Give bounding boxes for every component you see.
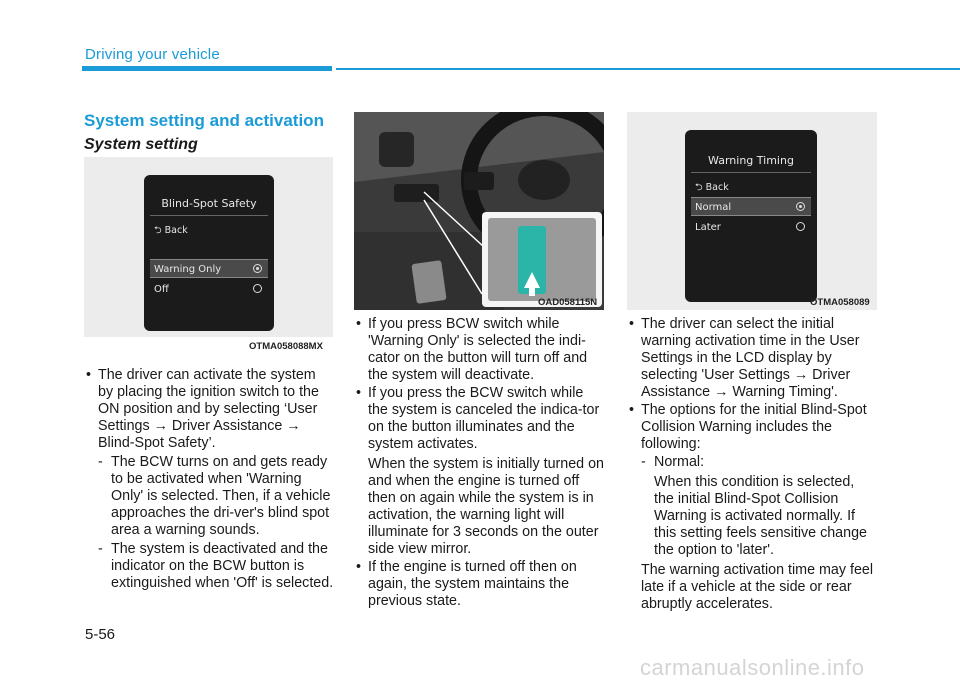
page-number: 5-56 — [85, 626, 116, 643]
option-label: Later — [695, 222, 721, 233]
lcd-display — [685, 130, 817, 302]
radio-empty-icon — [796, 222, 805, 231]
bullet-select-timing: • The driver can select the initial warning activation time in the User Settings in the LCD display by selecting 'User Settings → Driver Assistance → Warning Timing'. — [627, 316, 877, 401]
figure-caption: OTMA058089 — [810, 297, 870, 308]
dash-warning-only: - The BCW turns on and gets ready to be activated when 'Warning Only' is selected. Then, if a vehicle approaches the dri-ver's blind spot area a warning sounds. — [98, 454, 331, 538]
back-label: Back — [164, 225, 188, 236]
option-normal[interactable] — [691, 197, 811, 216]
lcd-display — [144, 175, 274, 331]
bullet-press-switch: • If you press BCW switch while 'Warning Only' is selected the indi-cator on the button will turn off and the system will deactivate. — [354, 316, 604, 384]
figure-warning-timing — [627, 112, 877, 310]
para-normal-desc: When this condition is selected, the initial Blind-Spot Collision Warning is activated normally. If this setting feels sensitive change the option to 'later'. — [654, 474, 867, 558]
figure-blind-spot-safety — [84, 157, 333, 337]
section-title: System setting and activation — [84, 111, 324, 130]
dash-off: - The system is deactivated and the indicator on the BCW button is extinguished when 'Off' is selected. — [98, 541, 334, 591]
dash-normal: - Normal: — [641, 454, 705, 470]
back-label: Back — [705, 182, 729, 193]
back-arrow-icon: ⮌ — [695, 182, 706, 193]
watermark: carmanualsonline.info — [640, 655, 865, 680]
radio-empty-icon — [253, 284, 262, 293]
bullet-press-canceled: • If you press the BCW switch while the system is canceled the indica-tor on the button illuminates and the system activates. — [354, 385, 604, 453]
bullet-activate: • The driver can activate the system by placing the ignition switch to the ON position and by selecting ‘User Settings → Driver Assistance → Blind-Spot Safety’. — [84, 367, 334, 452]
lcd-title: Warning Timing — [708, 154, 794, 167]
option-later[interactable] — [691, 218, 811, 237]
lcd-title: Blind-Spot Safety — [161, 197, 257, 210]
back-item[interactable] — [154, 223, 188, 239]
para-late-note: The warning activation time may feel late if a vehicle at the side or rear abruptly accelerates. — [641, 562, 874, 612]
lcd-divider — [150, 215, 268, 216]
back-arrow-icon: ⮌ — [154, 225, 165, 236]
dash-text: Normal: — [654, 454, 705, 470]
para-initially-on: When the system is initially turned on and when the engine is turned off then on again while the system is in activation, the warning light will illuminate for 3 seconds on the outer side view mirror. — [368, 456, 605, 557]
option-off[interactable] — [150, 280, 268, 299]
option-label: Warning Only — [154, 264, 222, 275]
running-header: Driving your vehicle — [85, 46, 220, 63]
radio-selected-icon — [253, 264, 262, 273]
dash-text: The BCW turns on and gets ready to be activated when 'Warning Only' is selected. Then, if a vehicle approaches the dri-ver's blind spot area a warning sounds. — [111, 454, 331, 538]
back-item[interactable] — [695, 180, 729, 196]
figure-bcw-switch-photo — [354, 112, 604, 310]
figure-caption: OTMA058088MX — [249, 341, 323, 352]
option-warning-only[interactable] — [150, 259, 268, 278]
radio-selected-icon — [796, 202, 805, 211]
header-rule — [336, 68, 960, 70]
dash-text: The system is deactivated and the indicator on the BCW button is extinguished when 'Off' is selected. — [111, 541, 334, 591]
bullet-options: • The options for the initial Blind-Spot Collision Warning includes the following: — [627, 402, 877, 453]
column-1-text — [84, 367, 334, 592]
bullet-engine-off: • If the engine is turned off then on again, the system maintains the previous state. — [354, 559, 604, 610]
column-3-text — [627, 316, 877, 613]
lcd-divider — [691, 172, 811, 173]
option-label: Normal — [695, 202, 732, 213]
column-2-text — [354, 316, 604, 610]
dashboard-illustration — [354, 112, 604, 310]
option-label: Off — [154, 284, 169, 295]
header-bar — [82, 66, 332, 71]
subsection-title: System setting — [84, 136, 198, 153]
figure-caption: OAD058115N — [538, 297, 598, 308]
